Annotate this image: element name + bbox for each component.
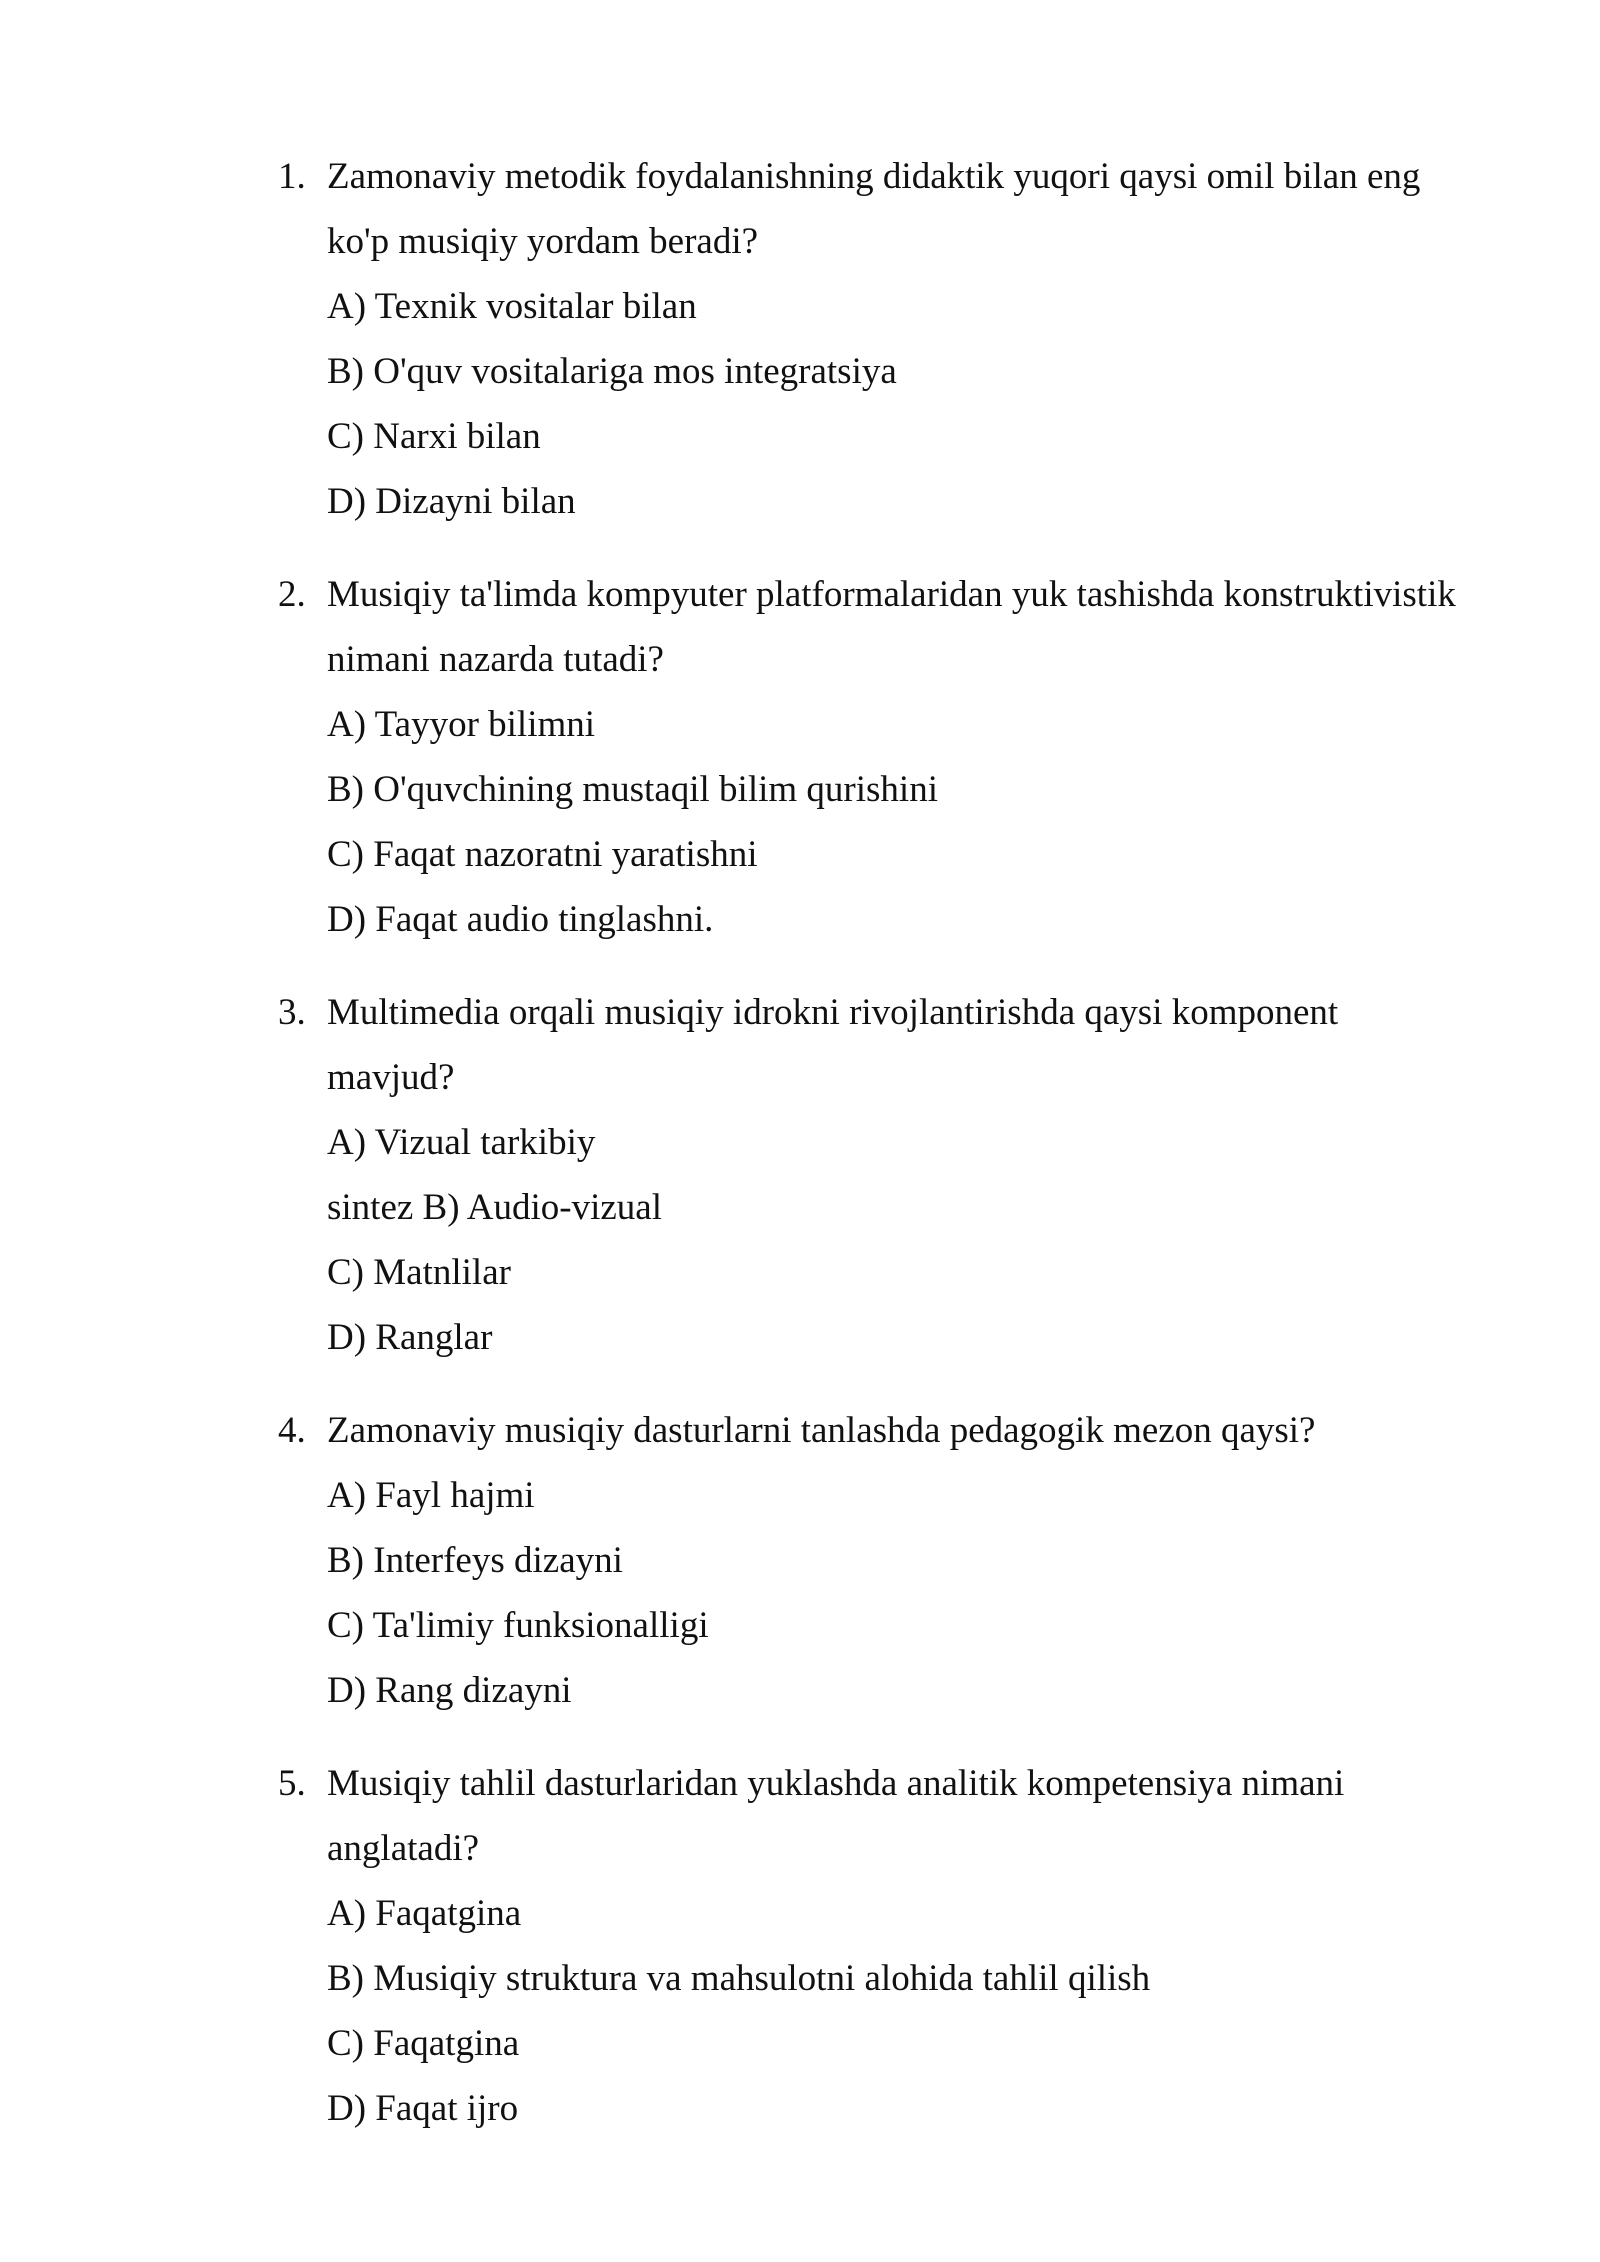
answer-option-a: A) Fayl hajmi	[327, 1475, 535, 1516]
question-text-line: Multimedia orqali musiqiy idrokni rivojlantirishda qaysi komponent	[327, 992, 1339, 1033]
question-number: 4.	[278, 1410, 306, 1451]
question-number: 1.	[278, 156, 306, 197]
answer-option-d: D) Faqat audio tinglashni.	[327, 899, 714, 940]
question-number: 2.	[278, 574, 306, 615]
question-text-line: Zamonaviy metodik foydalanishning didaktik yuqori qaysi omil bilan eng	[327, 156, 1421, 197]
answer-option-c: C) Ta'limiy funksionalligi	[327, 1605, 709, 1646]
question-body	[327, 144, 1517, 534]
question-text-line: mavjud?	[327, 1057, 455, 1098]
question-body	[327, 1398, 1517, 1723]
answer-option-d: D) Faqat ijro	[327, 2088, 519, 2129]
question-text-line: Musiqiy ta'limda kompyuter platformalaridan yuk tashishda konstruktivistik	[327, 574, 1456, 615]
answer-option-c: C) Faqatgina	[327, 2023, 520, 2064]
question-body	[327, 562, 1517, 952]
answer-option-a: A) Faqatgina	[327, 1893, 522, 1934]
question-body	[327, 980, 1517, 1370]
question-text-line: ko'p musiqiy yordam beradi?	[327, 221, 759, 262]
answer-option-d: D) Dizayni bilan	[327, 481, 576, 522]
question-body	[327, 1751, 1517, 2141]
answer-option-b: B) O'quv vositalariga mos integratsiya	[327, 351, 897, 392]
question-text-line: nimani nazarda tutadi?	[327, 639, 664, 680]
answer-option-a: A) Texnik vositalar bilan	[327, 286, 697, 327]
question-text-line: Zamonaviy musiqiy dasturlarni tanlashda pedagogik mezon qaysi?	[327, 1410, 1316, 1451]
question-text-line: anglatadi?	[327, 1828, 480, 1869]
answer-option-a: A) Tayyor bilimni	[327, 704, 596, 745]
answer-option-b: B) Musiqiy struktura va mahsulotni alohida tahlil qilish	[327, 1958, 1151, 1999]
answer-option-b: sintez B) Audio-vizual	[327, 1187, 662, 1228]
answer-option-d: D) Rang dizayni	[327, 1670, 572, 1711]
answer-option-c: C) Matnlilar	[327, 1252, 511, 1293]
answer-option-a: A) Vizual tarkibiy	[327, 1122, 596, 1163]
answer-option-b: B) O'quvchining mustaqil bilim qurishini	[327, 769, 938, 810]
question-number: 5.	[278, 1763, 306, 1804]
question-number: 3.	[278, 992, 306, 1033]
answer-option-c: C) Faqat nazoratni yaratishni	[327, 834, 758, 875]
answer-option-b: B) Interfeys dizayni	[327, 1540, 623, 1581]
question-text-line: Musiqiy tahlil dasturlaridan yuklashda analitik kompetensiya nimani	[327, 1763, 1345, 1804]
answer-option-d: D) Ranglar	[327, 1317, 493, 1358]
answer-option-c: C) Narxi bilan	[327, 416, 541, 457]
